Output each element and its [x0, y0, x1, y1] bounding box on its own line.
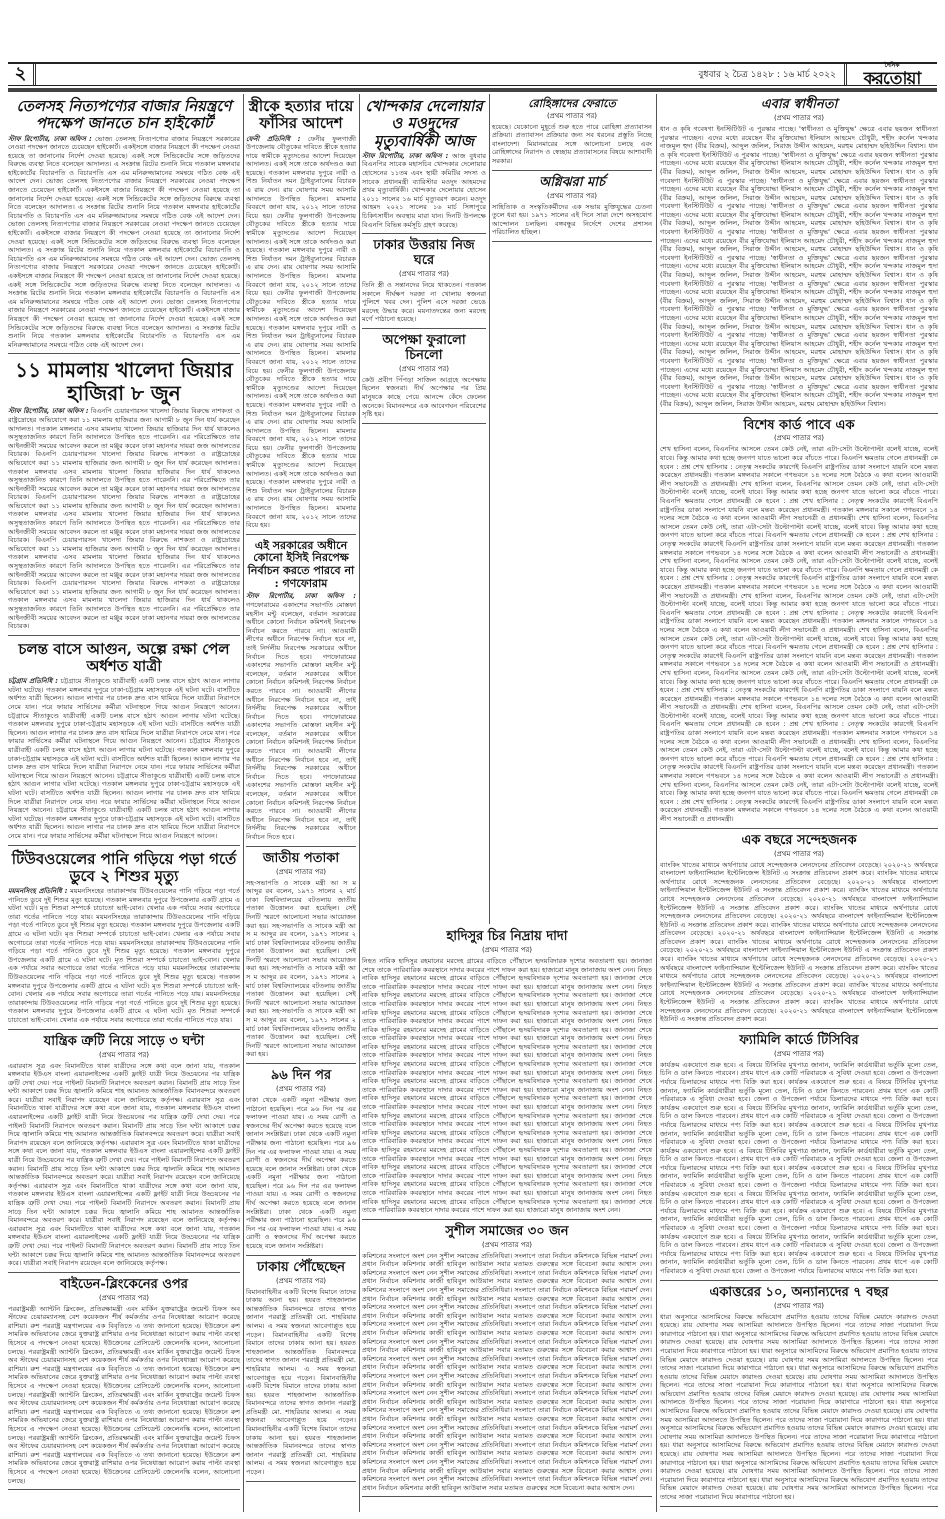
continued-label: (প্রথম পাতার পর): [773, 113, 825, 122]
column-rule: [489, 94, 490, 924]
article-headline: একাত্তরের ১০, অন্যান্যদের ৭ বছর: [709, 1284, 889, 1300]
column: [246, 96, 356, 1485]
column: [362, 928, 652, 1500]
article-headline: ৯৬ দিন পর: [270, 1068, 332, 1083]
continued-label: (প্রথম পাতার পর): [773, 434, 825, 443]
article-headline: টিউবওয়েলের পানি গড়িয়ে পড়া গর্তে ডুবে ২ শিশুর মৃত্যু: [11, 849, 237, 885]
body-text: ধান ও কৃষি গবেষণা ইনস্টিটিউট এ পুরস্কার পাচ্ছে। 'স্বাধীনতা ও মুক্তিযুদ্ধ' ক্ষেত্রে এবার ছয়জন স্বাধীনতা পুরস্কার পাচ্ছেন। এদের মধ্যে রয়েছেন বীর মুক্তিযোদ্ধা ইলিয়াস আহমেদ চৌধুরী, শহীদ কর্নেল খন্দকার নাজমুল হুদা (বীর বিক্রম), আব্দুল জলিল, সিরাজ উদ্দীন আহমেদ, মরহুম মোহাম্মদ ছহিউদ্দিন বিশ্বাস। ধান ও কৃষি গবেষণা ইনস্টিটিউট এ পুরস্কার পাচ্ছে। 'স্বাধীনতা ও মুক্তিযুদ্ধ' ক্ষেত্রে এবার ছয়জন স্বাধীনতা পুরস্কার পাচ্ছেন। এদের মধ্যে রয়েছেন বীর মুক্তিযোদ্ধা ইলিয়াস আহমেদ চৌধুরী, শহীদ কর্নেল খন্দকার নাজমুল হুদা (বীর বিক্রম), আব্দুল জলিল, সিরাজ উদ্দীন আহমেদ, মরহুম মোহাম্মদ ছহিউদ্দিন বিশ্বাস। ধান ও কৃষি গবেষণা ইনস্টিটিউট এ পুরস্কার পাচ্ছে। 'স্বাধীনতা ও মুক্তিযুদ্ধ' ক্ষেত্রে এবার ছয়জন স্বাধীনতা পুরস্কার পাচ্ছেন। এদের মধ্যে রয়েছেন বীর মুক্তিযোদ্ধা ইলিয়াস আহমেদ চৌধুরী, শহীদ কর্নেল খন্দকার নাজমুল হুদা (বীর বিক্রম), আব্দুল জলিল, সিরাজ উদ্দীন আহমেদ, মরহুম মোহাম্মদ ছহিউদ্দিন বিশ্বাস। ধান ও কৃষি গবেষণা ইনস্টিটিউট এ পুরস্কার পাচ্ছে। 'স্বাধীনতা ও মুক্তিযুদ্ধ' ক্ষেত্রে এবার ছয়জন স্বাধীনতা পুরস্কার পাচ্ছেন। এদের মধ্যে রয়েছেন বীর মুক্তিযোদ্ধা ইলিয়াস আহমেদ চৌধুরী, শহীদ কর্নেল খন্দকার নাজমুল হুদা (বীর বিক্রম), আব্দুল জলিল, সিরাজ উদ্দীন আহমেদ, মরহুম মোহাম্মদ ছহিউদ্দিন বিশ্বাস। ধান ও কৃষি গবেষণা ইনস্টিটিউট এ পুরস্কার পাচ্ছে। 'স্বাধীনতা ও মুক্তিযুদ্ধ' ক্ষেত্রে এবার ছয়জন স্বাধীনতা পুরস্কার পাচ্ছেন। এদের মধ্যে রয়েছেন বীর মুক্তিযোদ্ধা ইলিয়াস আহমেদ চৌধুরী, শহীদ কর্নেল খন্দকার নাজমুল হুদা (বীর বিক্রম), আব্দুল জলিল, সিরাজ উদ্দীন আহমেদ, মরহুম মোহাম্মদ ছহিউদ্দিন বিশ্বাস। ধান ও কৃষি গবেষণা ইনস্টিটিউট এ পুরস্কার পাচ্ছে। 'স্বাধীনতা ও মুক্তিযুদ্ধ' ক্ষেত্রে এবার ছয়জন স্বাধীনতা পুরস্কার পাচ্ছেন। এদের মধ্যে রয়েছেন বীর মুক্তিযোদ্ধা ইলিয়াস আহমেদ চৌধুরী, শহীদ কর্নেল খন্দকার নাজমুল হুদা (বীর বিক্রম), আব্দুল জলিল, সিরাজ উদ্দীন আহমেদ, মরহুম মোহাম্মদ ছহিউদ্দিন বিশ্বাস। ধান ও কৃষি গবেষণা ইনস্টিটিউট এ পুরস্কার পাচ্ছে। 'স্বাধীনতা ও মুক্তিযুদ্ধ' ক্ষেত্রে এবার ছয়জন স্বাধীনতা পুরস্কার পাচ্ছেন। এদের মধ্যে রয়েছেন বীর মুক্তিযোদ্ধা ইলিয়াস আহমেদ চৌধুরী, শহীদ কর্নেল খন্দকার নাজমুল হুদা (বীর বিক্রম), আব্দুল জলিল, সিরাজ উদ্দীন আহমেদ, মরহুম মোহাম্মদ ছহিউদ্দিন বিশ্বাস। ধান ও কৃষি গবেষণা ইনস্টিটিউট এ পুরস্কার পাচ্ছে। 'স্বাধীনতা ও মুক্তিযুদ্ধ' ক্ষেত্রে এবার ছয়জন স্বাধীনতা পুরস্কার পাচ্ছেন। এদের মধ্যে রয়েছেন বীর মুক্তিযোদ্ধা ইলিয়াস আহমেদ চৌধুরী, শহীদ কর্নেল খন্দকার নাজমুল হুদা (বীর বিক্রম), আব্দুল জলিল, সিরাজ উদ্দীন আহমেদ, মরহুম মোহাম্মদ ছহিউদ্দিন বিশ্বাস। ধান ও কৃষি গবেষণা ইনস্টিটিউট এ পুরস্কার পাচ্ছে। 'স্বাধীনতা ও মুক্তিযুদ্ধ' ক্ষেত্রে এবার ছয়জন স্বাধীনতা পুরস্কার পাচ্ছেন। এদের মধ্যে রয়েছেন বীর মুক্তিযোদ্ধা ইলিয়াস আহমেদ চৌধুরী, শহীদ কর্নেল খন্দকার নাজমুল হুদা (বীর বিক্রম), আব্দুল জলিল, সিরাজ উদ্দীন আহমেদ, মরহুম মোহাম্মদ ছহিউদ্দিন বিশ্বাস। ধান ও কৃষি গবেষণা ইনস্টিটিউট এ পুরস্কার পাচ্ছে। 'স্বাধীনতা ও মুক্তিযুদ্ধ' ক্ষেত্রে এবার ছয়জন স্বাধীনতা পুরস্কার পাচ্ছেন। এদের মধ্যে রয়েছেন বীর মুক্তিযোদ্ধা ইলিয়াস আহমেদ চৌধুরী, শহীদ কর্নেল খন্দকার নাজমুল হুদা (বীর বিক্রম), আব্দুল জলিল, সিরাজ উদ্দীন আহমেদ, মরহুম মোহাম্মদ ছহিউদ্দিন বিশ্বাস। ধান ও কৃষি গবেষণা ইনস্টিটিউট এ পুরস্কার পাচ্ছে। 'স্বাধীনতা ও মুক্তিযুদ্ধ' ক্ষেত্রে এবার ছয়জন স্বাধীনতা পুরস্কার পাচ্ছেন। এদের মধ্যে রয়েছেন বীর মুক্তিযোদ্ধা ইলিয়াস আহমেদ চৌধুরী, শহীদ কর্নেল খন্দকার নাজমুল হুদা (বীর বিক্রম), আব্দুল জলিল, সিরাজ উদ্দীন আহমেদ, মরহুম মোহাম্মদ ছহিউদ্দিন বিশ্বাস।: [660, 124, 938, 408]
column: [492, 96, 652, 245]
body-text: বিএনপি চেয়ারপারসন খালেদা জিয়ার বিরুদ্ধে নাশকতা ও রাষ্ট্রদ্রোহের অভিযোগে করা ১১ মামলায় হাজিরার জন্য আগামী ৮ জুন দিন ধার্য করেছেন আদালত। গতকাল মঙ্গলবার এসব মামলায় খালেদা জিয়ার হাজিরার দিন ধার্য থাকলেও অসুস্থতাজনিত কারণে তিনি আদালতে উপস্থিত হতে পারেননি। এর পরিপ্রেক্ষিতে তার আইনজীবী সময়ের আবেদন করলে তা মঞ্জুর করেন ঢাকা মহানগর দায়রা জজ আদালতের বিচারক। বিএনপি চেয়ারপারসন খালেদা জিয়ার বিরুদ্ধে নাশকতা ও রাষ্ট্রদ্রোহের অভিযোগে করা ১১ মামলায় হাজিরার জন্য আগামী ৮ জুন দিন ধার্য করেছেন আদালত। গতকাল মঙ্গলবার এসব মামলায় খালেদা জিয়ার হাজিরার দিন ধার্য থাকলেও অসুস্থতাজনিত কারণে তিনি আদালতে উপস্থিত হতে পারেননি। এর পরিপ্রেক্ষিতে তার আইনজীবী সময়ের আবেদন করলে তা মঞ্জুর করেন ঢাকা মহানগর দায়রা জজ আদালতের বিচারক। বিএনপি চেয়ারপারসন খালেদা জিয়ার বিরুদ্ধে নাশকতা ও রাষ্ট্রদ্রোহের অভিযোগে করা ১১ মামলায় হাজিরার জন্য আগামী ৮ জুন দিন ধার্য করেছেন আদালত। গতকাল মঙ্গলবার এসব মামলায় খালেদা জিয়ার হাজিরার দিন ধার্য থাকলেও অসুস্থতাজনিত কারণে তিনি আদালতে উপস্থিত হতে পারেননি। এর পরিপ্রেক্ষিতে তার আইনজীবী সময়ের আবেদন করলে তা মঞ্জুর করেন ঢাকা মহানগর দায়রা জজ আদালতের বিচারক। বিএনপি চেয়ারপারসন খালেদা জিয়ার বিরুদ্ধে নাশকতা ও রাষ্ট্রদ্রোহের অভিযোগে করা ১১ মামলায় হাজিরার জন্য আগামী ৮ জুন দিন ধার্য করেছেন আদালত। গতকাল মঙ্গলবার এসব মামলায় খালেদা জিয়ার হাজিরার দিন ধার্য থাকলেও অসুস্থতাজনিত কারণে তিনি আদালতে উপস্থিত হতে পারেননি। এর পরিপ্রেক্ষিতে তার আইনজীবী সময়ের আবেদন করলে তা মঞ্জুর করেন ঢাকা মহানগর দায়রা জজ আদালতের বিচারক। বিএনপি চেয়ারপারসন খালেদা জিয়ার বিরুদ্ধে নাশকতা ও রাষ্ট্রদ্রোহের অভিযোগে করা ১১ মামলায় হাজিরার জন্য আগামী ৮ জুন দিন ধার্য করেছেন আদালত। গতকাল মঙ্গলবার এসব মামলায় খালেদা জিয়ার হাজিরার দিন ধার্য থাকলেও অসুস্থতাজনিত কারণে তিনি আদালতে উপস্থিত হতে পারেননি। এর পরিপ্রেক্ষিতে তার আইনজীবী সময়ের আবেদন করলে তা মঞ্জুর করেন ঢাকা মহানগর দায়রা জজ আদালতের বিচারক।: [8, 407, 240, 631]
body-text: বিমানবাহিনীর একটি বিশেষ বিমানে তাদের ঢাকায় আনা হয়। হযরত শাহজালাল আন্তর্জাতিক বিমানবন্দরে তাদের স্বাগত জানান পররাষ্ট্র প্রতিমন্ত্রী মো. শাহরিয়ার আলম। এ সময় স্বজনরা আবেগাপ্লুত হয়ে পড়েন। বিমানবাহিনীর একটি বিশেষ বিমানে তাদের ঢাকায় আনা হয়। হযরত শাহজালাল আন্তর্জাতিক বিমানবন্দরে তাদের স্বাগত জানান পররাষ্ট্র প্রতিমন্ত্রী মো. শাহরিয়ার আলম। এ সময় স্বজনরা আবেগাপ্লুত হয়ে পড়েন। বিমানবাহিনীর একটি বিশেষ বিমানে তাদের ঢাকায় আনা হয়। হযরত শাহজালাল আন্তর্জাতিক বিমানবন্দরে তাদের স্বাগত জানান পররাষ্ট্র প্রতিমন্ত্রী মো. শাহরিয়ার আলম। এ সময় স্বজনরা আবেগাপ্লুত হয়ে পড়েন। বিমানবাহিনীর একটি বিশেষ বিমানে তাদের ঢাকায় আনা হয়। হযরত শাহজালাল আন্তর্জাতিক বিমানবন্দরে তাদের স্বাগত জানান পররাষ্ট্র প্রতিমন্ত্রী মো. শাহরিয়ার আলম। এ সময় স্বজনরা আবেগাপ্লুত হয়ে পড়েন।: [246, 1287, 356, 1477]
article-body: [492, 123, 652, 166]
article: [660, 832, 938, 1029]
byline: চট্টগ্রাম প্রতিনিধি :: [8, 677, 58, 686]
article-body: [246, 879, 356, 1059]
byline: স্টাফ রিপোর্টার, ঢাকা অফিস :: [8, 407, 89, 416]
article: [8, 96, 240, 354]
continued-label: (প্রথম পাতার পর): [773, 1049, 825, 1058]
issue-date: বুধবার ২ চৈত্র ১৪২৮ : ১৬ মার্চ ২০২২: [36, 64, 847, 85]
article-headline: বিশেষ কার্ড পাবে এক: [743, 417, 855, 433]
column: [8, 96, 240, 1493]
article-headline: চলন্ত বাসে আগুন, অল্পে রক্ষা পেল অর্ধশত যাত্রী: [18, 639, 230, 676]
article-body: [660, 1061, 938, 1276]
article-body: [492, 203, 652, 237]
column-rule: [656, 94, 657, 1512]
continued-label: (প্রথম পাতার পর): [481, 945, 533, 954]
article-body: [246, 1288, 356, 1477]
article: [8, 639, 240, 846]
article: [246, 1259, 356, 1482]
body-text: ফেনীর ফুলগাজী উপজেলায় যৌতুকের দাবিতে স্ত্রীকে হত্যার দায়ে স্বামীকে মৃত্যুদণ্ডের আদেশ দিয়েছেন আদালত। একই সঙ্গে তাকে অর্থদণ্ডও করা হয়েছে। গতকাল মঙ্গলবার দুপুরে নারী ও শিশু নির্যাতন দমন ট্রাইব্যুনালের বিচারক এ রায় দেন। রায় ঘোষণার সময় আসামি আদালতে উপস্থিত ছিলেন। মামলার বিবরণে জানা যায়, ২০১২ সালে তাদের বিয়ে হয়। ফেনীর ফুলগাজী উপজেলায় যৌতুকের দাবিতে স্ত্রীকে হত্যার দায়ে স্বামীকে মৃত্যুদণ্ডের আদেশ দিয়েছেন আদালত। একই সঙ্গে তাকে অর্থদণ্ডও করা হয়েছে। গতকাল মঙ্গলবার দুপুরে নারী ও শিশু নির্যাতন দমন ট্রাইব্যুনালের বিচারক এ রায় দেন। রায় ঘোষণার সময় আসামি আদালতে উপস্থিত ছিলেন। মামলার বিবরণে জানা যায়, ২০১২ সালে তাদের বিয়ে হয়। ফেনীর ফুলগাজী উপজেলায় যৌতুকের দাবিতে স্ত্রীকে হত্যার দায়ে স্বামীকে মৃত্যুদণ্ডের আদেশ দিয়েছেন আদালত। একই সঙ্গে তাকে অর্থদণ্ডও করা হয়েছে। গতকাল মঙ্গলবার দুপুরে নারী ও শিশু নির্যাতন দমন ট্রাইব্যুনালের বিচারক এ রায় দেন। রায় ঘোষণার সময় আসামি আদালতে উপস্থিত ছিলেন। মামলার বিবরণে জানা যায়, ২০১২ সালে তাদের বিয়ে হয়। ফেনীর ফুলগাজী উপজেলায় যৌতুকের দাবিতে স্ত্রীকে হত্যার দায়ে স্বামীকে মৃত্যুদণ্ডের আদেশ দিয়েছেন আদালত। একই সঙ্গে তাকে অর্থদণ্ডও করা হয়েছে। গতকাল মঙ্গলবার দুপুরে নারী ও শিশু নির্যাতন দমন ট্রাইব্যুনালের বিচারক এ রায় দেন। রায় ঘোষণার সময় আসামি আদালতে উপস্থিত ছিলেন। মামলার বিবরণে জানা যায়, ২০১২ সালে তাদের বিয়ে হয়। ফেনীর ফুলগাজী উপজেলায় যৌতুকের দাবিতে স্ত্রীকে হত্যার দায়ে স্বামীকে মৃত্যুদণ্ডের আদেশ দিয়েছেন আদালত। একই সঙ্গে তাকে অর্থদণ্ডও করা হয়েছে। গতকাল মঙ্গলবার দুপুরে নারী ও শিশু নির্যাতন দমন ট্রাইব্যুনালের বিচারক এ রায় দেন। রায় ঘোষণার সময় আসামি আদালতে উপস্থিত ছিলেন। মামলার বিবরণে জানা যায়, ২০১২ সালে তাদের বিয়ে হয়।: [246, 134, 356, 530]
column: [660, 96, 938, 1510]
article-body: [8, 1305, 240, 1485]
article-headline: জাতীয় পতাকা: [262, 850, 340, 866]
article: [660, 96, 938, 414]
article-headline: এই সরকারের অধীনে কোনো ইসিই নিরপেক্ষ নির্বাচন করতে পারবে না : গণফোরাম: [247, 538, 355, 590]
article-body: [362, 957, 652, 1215]
article-headline: অগ্নিঝরা মার্চ: [538, 174, 606, 190]
article-headline: এবার স্বাধীনতা: [760, 97, 838, 112]
body-text: ব্যাংকিং খাতের মাধ্যমে অর্থপাচার রোধে সন্দেহজনক লেনদেনের প্রতিবেদন বেড়েছে। ২০২০-২১ অর্থবছরে বাংলাদেশ ফাইন্যান্সিয়াল ইন্টেলিজেন্স ইউনিট এ সংক্রান্ত প্রতিবেদন প্রকাশ করে। ব্যাংকিং খাতের মাধ্যমে অর্থপাচার রোধে সন্দেহজনক লেনদেনের প্রতিবেদন বেড়েছে। ২০২০-২১ অর্থবছরে বাংলাদেশ ফাইন্যান্সিয়াল ইন্টেলিজেন্স ইউনিট এ সংক্রান্ত প্রতিবেদন প্রকাশ করে। ব্যাংকিং খাতের মাধ্যমে অর্থপাচার রোধে সন্দেহজনক লেনদেনের প্রতিবেদন বেড়েছে। ২০২০-২১ অর্থবছরে বাংলাদেশ ফাইন্যান্সিয়াল ইন্টেলিজেন্স ইউনিট এ সংক্রান্ত প্রতিবেদন প্রকাশ করে। ব্যাংকিং খাতের মাধ্যমে অর্থপাচার রোধে সন্দেহজনক লেনদেনের প্রতিবেদন বেড়েছে। ২০২০-২১ অর্থবছরে বাংলাদেশ ফাইন্যান্সিয়াল ইন্টেলিজেন্স ইউনিট এ সংক্রান্ত প্রতিবেদন প্রকাশ করে। ব্যাংকিং খাতের মাধ্যমে অর্থপাচার রোধে সন্দেহজনক লেনদেনের প্রতিবেদন বেড়েছে। ২০২০-২১ অর্থবছরে বাংলাদেশ ফাইন্যান্সিয়াল ইন্টেলিজেন্স ইউনিট এ সংক্রান্ত প্রতিবেদন প্রকাশ করে। ব্যাংকিং খাতের মাধ্যমে অর্থপাচার রোধে সন্দেহজনক লেনদেনের প্রতিবেদন বেড়েছে। ২০২০-২১ অর্থবছরে বাংলাদেশ ফাইন্যান্সিয়াল ইন্টেলিজেন্স ইউনিট এ সংক্রান্ত প্রতিবেদন প্রকাশ করে। ব্যাংকিং খাতের মাধ্যমে অর্থপাচার রোধে সন্দেহজনক লেনদেনের প্রতিবেদন বেড়েছে। ২০২০-২১ অর্থবছরে বাংলাদেশ ফাইন্যান্সিয়াল ইন্টেলিজেন্স ইউনিট এ সংক্রান্ত প্রতিবেদন প্রকাশ করে। ব্যাংকিং খাতের মাধ্যমে অর্থপাচার রোধে সন্দেহজনক লেনদেনের প্রতিবেদন বেড়েছে। ২০২০-২১ অর্থবছরে বাংলাদেশ ফাইন্যান্সিয়াল ইন্টেলিজেন্স ইউনিট এ সংক্রান্ত প্রতিবেদন প্রকাশ করে। ব্যাংকিং খাতের মাধ্যমে অর্থপাচার রোধে সন্দেহজনক লেনদেনের প্রতিবেদন বেড়েছে। ২০২০-২১ অর্থবছরে বাংলাদেশ ফাইন্যান্সিয়াল ইন্টেলিজেন্স ইউনিট এ সংক্রান্ত প্রতিবেদন প্রকাশ করে। ব্যাংকিং খাতের মাধ্যমে অর্থপাচার রোধে সন্দেহজনক লেনদেনের প্রতিবেদন বেড়েছে। ২০২০-২১ অর্থবছরে বাংলাদেশ ফাইন্যান্সিয়াল ইন্টেলিজেন্স ইউনিট এ সংক্রান্ত প্রতিবেদন প্রকাশ করে।: [660, 860, 938, 1024]
body-text: কার্যক্রম একযোগে শুরু হবে। এ বিষয়ে টিসিবির মুখপাত্র জানান, ফ্যামিলি কার্ডধারীরা ভর্তুকি মূল্যে তেল, চিনি ও ডাল কিনতে পারবেন। প্রথম ধাপে এক কোটি পরিবারকে এ সুবিধা দেওয়া হবে। জেলা ও উপজেলা পর্যায়ে ডিলারদের মাধ্যমে পণ্য বিক্রি করা হবে। কার্যক্রম একযোগে শুরু হবে। এ বিষয়ে টিসিবির মুখপাত্র জানান, ফ্যামিলি কার্ডধারীরা ভর্তুকি মূল্যে তেল, চিনি ও ডাল কিনতে পারবেন। প্রথম ধাপে এক কোটি পরিবারকে এ সুবিধা দেওয়া হবে। জেলা ও উপজেলা পর্যায়ে ডিলারদের মাধ্যমে পণ্য বিক্রি করা হবে। কার্যক্রম একযোগে শুরু হবে। এ বিষয়ে টিসিবির মুখপাত্র জানান, ফ্যামিলি কার্ডধারীরা ভর্তুকি মূল্যে তেল, চিনি ও ডাল কিনতে পারবেন। প্রথম ধাপে এক কোটি পরিবারকে এ সুবিধা দেওয়া হবে। জেলা ও উপজেলা পর্যায়ে ডিলারদের মাধ্যমে পণ্য বিক্রি করা হবে। কার্যক্রম একযোগে শুরু হবে। এ বিষয়ে টিসিবির মুখপাত্র জানান, ফ্যামিলি কার্ডধারীরা ভর্তুকি মূল্যে তেল, চিনি ও ডাল কিনতে পারবেন। প্রথম ধাপে এক কোটি পরিবারকে এ সুবিধা দেওয়া হবে। জেলা ও উপজেলা পর্যায়ে ডিলারদের মাধ্যমে পণ্য বিক্রি করা হবে। কার্যক্রম একযোগে শুরু হবে। এ বিষয়ে টিসিবির মুখপাত্র জানান, ফ্যামিলি কার্ডধারীরা ভর্তুকি মূল্যে তেল, চিনি ও ডাল কিনতে পারবেন। প্রথম ধাপে এক কোটি পরিবারকে এ সুবিধা দেওয়া হবে। জেলা ও উপজেলা পর্যায়ে ডিলারদের মাধ্যমে পণ্য বিক্রি করা হবে। কার্যক্রম একযোগে শুরু হবে। এ বিষয়ে টিসিবির মুখপাত্র জানান, ফ্যামিলি কার্ডধারীরা ভর্তুকি মূল্যে তেল, চিনি ও ডাল কিনতে পারবেন। প্রথম ধাপে এক কোটি পরিবারকে এ সুবিধা দেওয়া হবে। জেলা ও উপজেলা পর্যায়ে ডিলারদের মাধ্যমে পণ্য বিক্রি করা হবে। কার্যক্রম একযোগে শুরু হবে। এ বিষয়ে টিসিবির মুখপাত্র জানান, ফ্যামিলি কার্ডধারীরা ভর্তুকি মূল্যে তেল, চিনি ও ডাল কিনতে পারবেন। প্রথম ধাপে এক কোটি পরিবারকে এ সুবিধা দেওয়া হবে। জেলা ও উপজেলা পর্যায়ে ডিলারদের মাধ্যমে পণ্য বিক্রি করা হবে। কার্যক্রম একযোগে শুরু হবে। এ বিষয়ে টিসিবির মুখপাত্র জানান, ফ্যামিলি কার্ডধারীরা ভর্তুকি মূল্যে তেল, চিনি ও ডাল কিনতে পারবেন। প্রথম ধাপে এক কোটি পরিবারকে এ সুবিধা দেওয়া হবে। জেলা ও উপজেলা পর্যায়ে ডিলারদের মাধ্যমে পণ্য বিক্রি করা হবে। কার্যক্রম একযোগে শুরু হবে। এ বিষয়ে টিসিবির মুখপাত্র জানান, ফ্যামিলি কার্ডধারীরা ভর্তুকি মূল্যে তেল, চিনি ও ডাল কিনতে পারবেন। প্রথম ধাপে এক কোটি পরিবারকে এ সুবিধা দেওয়া হবে। জেলা ও উপজেলা পর্যায়ে ডিলারদের মাধ্যমে পণ্য বিক্রি করা হবে। কার্যক্রম একযোগে শুরু হবে। এ বিষয়ে টিসিবির মুখপাত্র জানান, ফ্যামিলি কার্ডধারীরা ভর্তুকি মূল্যে তেল, চিনি ও ডাল কিনতে পারবেন। প্রথম ধাপে এক কোটি পরিবারকে এ সুবিধা দেওয়া হবে। জেলা ও উপজেলা পর্যায়ে ডিলারদের মাধ্যমে পণ্য বিক্রি করা হবে।: [660, 1060, 938, 1275]
body-text: তিনি স্ত্রী ও সন্তানদের নিয়ে থাকতেন। গতকাল সকালে দীর্ঘক্ষণ দরজা না খোলায় স্বজনরা পুলিশে খবর দেন। পুলিশ এসে দরজা ভেঙে মরদেহ উদ্ধার করে। ময়নাতদন্তের জন্য মরদেহ মর্গে পাঠানো হয়েছে।: [362, 280, 486, 324]
article-headline: বাইডেন-ব্লিংকেনের ওপর: [60, 1276, 188, 1292]
article-headline: ১১ মামলায় খালেদা জিয়ার হাজিরা ৮ জুন: [15, 358, 233, 406]
continued-label: (প্রথম পাতার পর): [773, 1301, 825, 1310]
article-headline: সুশীল সমাজের ৩০ জন: [445, 1223, 569, 1239]
article-body: [246, 135, 356, 530]
continued-label: (প্রথম পাতার পর): [398, 269, 450, 278]
body-text: পররাষ্ট্রমন্ত্রী অ্যান্টনি ব্লিংকেন, প্রতিরক্ষামন্ত্রী এবং মার্কিন যুক্তরাষ্ট্রের জয়েন্ট চিফস অব স্টাফের চেয়ারম্যানসহ বেশ কয়েকজন শীর্ষ কর্মকর্তার ওপর নিষেধাজ্ঞা আরোপ করেছে রাশিয়া। রুশ পররাষ্ট্র মন্ত্রণালয়ের এক বিবৃতিতে এ তথ্য জানানো হয়েছে। ইউক্রেনে রুশ সামরিক অভিযানের জেরে যুক্তরাষ্ট্র রাশিয়ার ওপর নিষেধাজ্ঞা আরোপ করায় পাল্টা ব্যবস্থা হিসেবে এ পদক্ষেপ নেওয়া হয়েছে। ইউক্রেনের প্রেসিডেন্ট জেলেনস্কি বলেন, আলোচনা চলছে। পররাষ্ট্রমন্ত্রী অ্যান্টনি ব্লিংকেন, প্রতিরক্ষামন্ত্রী এবং মার্কিন যুক্তরাষ্ট্রের জয়েন্ট চিফস অব স্টাফের চেয়ারম্যানসহ বেশ কয়েকজন শীর্ষ কর্মকর্তার ওপর নিষেধাজ্ঞা আরোপ করেছে রাশিয়া। রুশ পররাষ্ট্র মন্ত্রণালয়ের এক বিবৃতিতে এ তথ্য জানানো হয়েছে। ইউক্রেনে রুশ সামরিক অভিযানের জেরে যুক্তরাষ্ট্র রাশিয়ার ওপর নিষেধাজ্ঞা আরোপ করায় পাল্টা ব্যবস্থা হিসেবে এ পদক্ষেপ নেওয়া হয়েছে। ইউক্রেনের প্রেসিডেন্ট জেলেনস্কি বলেন, আলোচনা চলছে। পররাষ্ট্রমন্ত্রী অ্যান্টনি ব্লিংকেন, প্রতিরক্ষামন্ত্রী এবং মার্কিন যুক্তরাষ্ট্রের জয়েন্ট চিফস অব স্টাফের চেয়ারম্যানসহ বেশ কয়েকজন শীর্ষ কর্মকর্তার ওপর নিষেধাজ্ঞা আরোপ করেছে রাশিয়া। রুশ পররাষ্ট্র মন্ত্রণালয়ের এক বিবৃতিতে এ তথ্য জানানো হয়েছে। ইউক্রেনে রুশ সামরিক অভিযানের জেরে যুক্তরাষ্ট্র রাশিয়ার ওপর নিষেধাজ্ঞা আরোপ করায় পাল্টা ব্যবস্থা হিসেবে এ পদক্ষেপ নেওয়া হয়েছে। ইউক্রেনের প্রেসিডেন্ট জেলেনস্কি বলেন, আলোচনা চলছে। পররাষ্ট্রমন্ত্রী অ্যান্টনি ব্লিংকেন, প্রতিরক্ষামন্ত্রী এবং মার্কিন যুক্তরাষ্ট্রের জয়েন্ট চিফস অব স্টাফের চেয়ারম্যানসহ বেশ কয়েকজন শীর্ষ কর্মকর্তার ওপর নিষেধাজ্ঞা আরোপ করেছে রাশিয়া। রুশ পররাষ্ট্র মন্ত্রণালয়ের এক বিবৃতিতে এ তথ্য জানানো হয়েছে। ইউক্রেনে রুশ সামরিক অভিযানের জেরে যুক্তরাষ্ট্র রাশিয়ার ওপর নিষেধাজ্ঞা আরোপ করায় পাল্টা ব্যবস্থা হিসেবে এ পদক্ষেপ নেওয়া হয়েছে। ইউক্রেনের প্রেসিডেন্ট জেলেনস্কি বলেন, আলোচনা চলছে।: [8, 1304, 240, 1485]
body-text: ময়মনসিংহের তারাকান্দায় টিউবওয়েলের পানি গড়িয়ে পড়া গর্তে পানিতে ডুবে দুই শিশুর মৃত্যু হয়েছে। গতকাল মঙ্গলবার দুপুরে উপজেলার একটি গ্রামে এ ঘটনা ঘটে। মৃত শিশুরা সম্পর্কে চাচাতো ভাই-বোন। খেলার এক পর্যায়ে সবার অগোচরে তারা গর্তের পানিতে পড়ে যায়। ময়মনসিংহের তারাকান্দায় টিউবওয়েলের পানি গড়িয়ে পড়া গর্তে পানিতে ডুবে দুই শিশুর মৃত্যু হয়েছে। গতকাল মঙ্গলবার দুপুরে উপজেলার একটি গ্রামে এ ঘটনা ঘটে। মৃত শিশুরা সম্পর্কে চাচাতো ভাই-বোন। খেলার এক পর্যায়ে সবার অগোচরে তারা গর্তের পানিতে পড়ে যায়। ময়মনসিংহের তারাকান্দায় টিউবওয়েলের পানি গড়িয়ে পড়া গর্তে পানিতে ডুবে দুই শিশুর মৃত্যু হয়েছে। গতকাল মঙ্গলবার দুপুরে উপজেলার একটি গ্রামে এ ঘটনা ঘটে। মৃত শিশুরা সম্পর্কে চাচাতো ভাই-বোন। খেলার এক পর্যায়ে সবার অগোচরে তারা গর্তের পানিতে পড়ে যায়। ময়মনসিংহের তারাকান্দায় টিউবওয়েলের পানি গড়িয়ে পড়া গর্তে পানিতে ডুবে দুই শিশুর মৃত্যু হয়েছে। গতকাল মঙ্গলবার দুপুরে উপজেলার একটি গ্রামে এ ঘটনা ঘটে। মৃত শিশুরা সম্পর্কে চাচাতো ভাই-বোন। খেলার এক পর্যায়ে সবার অগোচরে তারা গর্তের পানিতে পড়ে যায়। ময়মনসিংহের তারাকান্দায় টিউবওয়েলের পানি গড়িয়ে পড়া গর্তে পানিতে ডুবে দুই শিশুর মৃত্যু হয়েছে। গতকাল মঙ্গলবার দুপুরে উপজেলার একটি গ্রামে এ ঘটনা ঘটে। মৃত শিশুরা সম্পর্কে চাচাতো ভাই-বোন। খেলার এক পর্যায়ে সবার অগোচরে তারা গর্তের পানিতে পড়ে যায়।: [8, 887, 240, 1024]
article-headline: তেলসহ নিত্যপণ্যের বাজার নিয়ন্ত্রণে পদক্ষেপ জানতে চান হাইকোর্ট: [16, 97, 232, 133]
body-text: ধারা অনুসারে আসামিদের বিরুদ্ধে অভিযোগ প্রমাণিত হওয়ায় তাদের বিভিন্ন মেয়াদে কারাদণ্ড দেওয়া হয়েছে। রায় ঘোষণার সময় আসামিরা আদালতে উপস্থিত ছিলেন। পরে তাদের সাজা পরোয়ানা দিয়ে কারাগারে পাঠানো হয়। ধারা অনুসারে আসামিদের বিরুদ্ধে অভিযোগ প্রমাণিত হওয়ায় তাদের বিভিন্ন মেয়াদে কারাদণ্ড দেওয়া হয়েছে। রায় ঘোষণার সময় আসামিরা আদালতে উপস্থিত ছিলেন। পরে তাদের সাজা পরোয়ানা দিয়ে কারাগারে পাঠানো হয়। ধারা অনুসারে আসামিদের বিরুদ্ধে অভিযোগ প্রমাণিত হওয়ায় তাদের বিভিন্ন মেয়াদে কারাদণ্ড দেওয়া হয়েছে। রায় ঘোষণার সময় আসামিরা আদালতে উপস্থিত ছিলেন। পরে তাদের সাজা পরোয়ানা দিয়ে কারাগারে পাঠানো হয়। ধারা অনুসারে আসামিদের বিরুদ্ধে অভিযোগ প্রমাণিত হওয়ায় তাদের বিভিন্ন মেয়াদে কারাদণ্ড দেওয়া হয়েছে। রায় ঘোষণার সময় আসামিরা আদালতে উপস্থিত ছিলেন। পরে তাদের সাজা পরোয়ানা দিয়ে কারাগারে পাঠানো হয়। ধারা অনুসারে আসামিদের বিরুদ্ধে অভিযোগ প্রমাণিত হওয়ায় তাদের বিভিন্ন মেয়াদে কারাদণ্ড দেওয়া হয়েছে। রায় ঘোষণার সময় আসামিরা আদালতে উপস্থিত ছিলেন। পরে তাদের সাজা পরোয়ানা দিয়ে কারাগারে পাঠানো হয়। ধারা অনুসারে আসামিদের বিরুদ্ধে অভিযোগ প্রমাণিত হওয়ায় তাদের বিভিন্ন মেয়াদে কারাদণ্ড দেওয়া হয়েছে। রায় ঘোষণার সময় আসামিরা আদালতে উপস্থিত ছিলেন। পরে তাদের সাজা পরোয়ানা দিয়ে কারাগারে পাঠানো হয়। ধারা অনুসারে আসামিদের বিরুদ্ধে অভিযোগ প্রমাণিত হওয়ায় তাদের বিভিন্ন মেয়াদে কারাদণ্ড দেওয়া হয়েছে। রায় ঘোষণার সময় আসামিরা আদালতে উপস্থিত ছিলেন। পরে তাদের সাজা পরোয়ানা দিয়ে কারাগারে পাঠানো হয়। ধারা অনুসারে আসামিদের বিরুদ্ধে অভিযোগ প্রমাণিত হওয়ায় তাদের বিভিন্ন মেয়াদে কারাদণ্ড দেওয়া হয়েছে। রায় ঘোষণার সময় আসামিরা আদালতে উপস্থিত ছিলেন। পরে তাদের সাজা পরোয়ানা দিয়ে কারাগারে পাঠানো হয়। ধারা অনুসারে আসামিদের বিরুদ্ধে অভিযোগ প্রমাণিত হওয়ায় তাদের বিভিন্ন মেয়াদে কারাদণ্ড দেওয়া হয়েছে। রায় ঘোষণার সময় আসামিরা আদালতে উপস্থিত ছিলেন। পরে তাদের সাজা পরোয়ানা দিয়ে কারাগারে পাঠানো হয়। ধারা অনুসারে আসামিদের বিরুদ্ধে অভিযোগ প্রমাণিত হওয়ায় তাদের বিভিন্ন মেয়াদে কারাদণ্ড দেওয়া হয়েছে। রায় ঘোষণার সময় আসামিরা আদালতে উপস্থিত ছিলেন। পরে তাদের সাজা পরোয়ানা দিয়ে কারাগারে পাঠানো হয়।: [660, 1312, 938, 1501]
article-body: [8, 887, 240, 1025]
page-number: ২: [8, 64, 36, 85]
article: [362, 237, 486, 329]
continued-label: (প্রথম পাতার পর): [481, 1240, 533, 1249]
article: [246, 850, 356, 1064]
article-headline: ফ্যামিলি কার্ডে টিসিবির: [739, 1032, 859, 1048]
body-text: হয়েছে। যেকোনো মুহূর্তে শুরু হতে পারে রোহিঙ্গা প্রত্যাবাসন প্রক্রিয়া। প্রত্যাবাসন প্রক্রিয়ার জন্য সব ধরনের প্রস্তুতি নিচ্ছে বাংলাদেশ। মিয়ানমারের সঙ্গে আলোচনা চলছে এবং রোহিঙ্গাদের নিরাপদ ও স্বেচ্ছায় প্রত্যাবাসনের বিষয়ে আশাবাদী সরকার।: [492, 122, 652, 166]
article: [362, 1223, 652, 1498]
article-body: [660, 125, 938, 409]
body-text: ঢাকা থেকে একটি নমুনা পরীক্ষার জন্য পাঠানো হয়েছিল। পরে ৯৬ দিন পর এর ফলাফল পাওয়া যায়। এ সময় রোগী ও স্বজনদের দীর্ঘ অপেক্ষা করতে হয়েছে বলে জানান সংশ্লিষ্টরা। ঢাকা থেকে একটি নমুনা পরীক্ষার জন্য পাঠানো হয়েছিল। পরে ৯৬ দিন পর এর ফলাফল পাওয়া যায়। এ সময় রোগী ও স্বজনদের দীর্ঘ অপেক্ষা করতে হয়েছে বলে জানান সংশ্লিষ্টরা। ঢাকা থেকে একটি নমুনা পরীক্ষার জন্য পাঠানো হয়েছিল। পরে ৯৬ দিন পর এর ফলাফল পাওয়া যায়। এ সময় রোগী ও স্বজনদের দীর্ঘ অপেক্ষা করতে হয়েছে বলে জানান সংশ্লিষ্টরা। ঢাকা থেকে একটি নমুনা পরীক্ষার জন্য পাঠানো হয়েছিল। পরে ৯৬ দিন পর এর ফলাফল পাওয়া যায়। এ সময় রোগী ও স্বজনদের দীর্ঘ অপেক্ষা করতে হয়েছে বলে জানান সংশ্লিষ্টরা।: [246, 1095, 356, 1251]
article: [362, 332, 486, 424]
body-text: চট্টগ্রামে সীতাকুণ্ডে যাত্রীবাহী একটি চলন্ত বাসে হঠাৎ আগুন লাগার ঘটনা ঘটেছে। গতকাল মঙ্গলবার দুপুরে ঢাকা-চট্টগ্রাম মহাসড়কে এই ঘটনা ঘটে। বাসটিতে অর্ধশত যাত্রী ছিলেন। আগুন লাগার পর চালক দ্রুত বাস থামিয়ে দিলে যাত্রীরা নিরাপদে নেমে যান। পরে ফায়ার সার্ভিসের কর্মীরা ঘটনাস্থলে গিয়ে আগুন নিয়ন্ত্রণে আনেন। চট্টগ্রামে সীতাকুণ্ডে যাত্রীবাহী একটি চলন্ত বাসে হঠাৎ আগুন লাগার ঘটনা ঘটেছে। গতকাল মঙ্গলবার দুপুরে ঢাকা-চট্টগ্রাম মহাসড়কে এই ঘটনা ঘটে। বাসটিতে অর্ধশত যাত্রী ছিলেন। আগুন লাগার পর চালক দ্রুত বাস থামিয়ে দিলে যাত্রীরা নিরাপদে নেমে যান। পরে ফায়ার সার্ভিসের কর্মীরা ঘটনাস্থলে গিয়ে আগুন নিয়ন্ত্রণে আনেন। চট্টগ্রামে সীতাকুণ্ডে যাত্রীবাহী একটি চলন্ত বাসে হঠাৎ আগুন লাগার ঘটনা ঘটেছে। গতকাল মঙ্গলবার দুপুরে ঢাকা-চট্টগ্রাম মহাসড়কে এই ঘটনা ঘটে। বাসটিতে অর্ধশত যাত্রী ছিলেন। আগুন লাগার পর চালক দ্রুত বাস থামিয়ে দিলে যাত্রীরা নিরাপদে নেমে যান। পরে ফায়ার সার্ভিসের কর্মীরা ঘটনাস্থলে গিয়ে আগুন নিয়ন্ত্রণে আনেন। চট্টগ্রামে সীতাকুণ্ডে যাত্রীবাহী একটি চলন্ত বাসে হঠাৎ আগুন লাগার ঘটনা ঘটেছে। গতকাল মঙ্গলবার দুপুরে ঢাকা-চট্টগ্রাম মহাসড়কে এই ঘটনা ঘটে। বাসটিতে অর্ধশত যাত্রী ছিলেন। আগুন লাগার পর চালক দ্রুত বাস থামিয়ে দিলে যাত্রীরা নিরাপদে নেমে যান। পরে ফায়ার সার্ভিসের কর্মীরা ঘটনাস্থলে গিয়ে আগুন নিয়ন্ত্রণে আনেন। চট্টগ্রামে সীতাকুণ্ডে যাত্রীবাহী একটি চলন্ত বাসে হঠাৎ আগুন লাগার ঘটনা ঘটেছে। গতকাল মঙ্গলবার দুপুরে ঢাকা-চট্টগ্রাম মহাসড়কে এই ঘটনা ঘটে। বাসটিতে অর্ধশত যাত্রী ছিলেন। আগুন লাগার পর চালক দ্রুত বাস থামিয়ে দিলে যাত্রীরা নিরাপদে নেমে যান। পরে ফায়ার সার্ভিসের কর্মীরা ঘটনাস্থলে গিয়ে আগুন নিয়ন্ত্রণে আনেন।: [8, 677, 240, 840]
continued-label: (প্রথম পাতার পর): [275, 867, 327, 876]
article-body: [8, 677, 240, 840]
article: [660, 1032, 938, 1281]
header-rule: [8, 88, 937, 92]
body-text: কমিশনের সংলাপে অংশ নেন সুশীল সমাজের প্রতিনিধিরা। সংলাপে তারা নির্বাচন কমিশনকে বিভিন্ন পরামর্শ দেন। প্রধান নির্বাচন কমিশনার কাজী হাবিবুল আউয়াল সবার মতামত গুরুত্বের সঙ্গে বিবেচনা করার আশ্বাস দেন। কমিশনের সংলাপে অংশ নেন সুশীল সমাজের প্রতিনিধিরা। সংলাপে তারা নির্বাচন কমিশনকে বিভিন্ন পরামর্শ দেন। প্রধান নির্বাচন কমিশনার কাজী হাবিবুল আউয়াল সবার মতামত গুরুত্বের সঙ্গে বিবেচনা করার আশ্বাস দেন। কমিশনের সংলাপে অংশ নেন সুশীল সমাজের প্রতিনিধিরা। সংলাপে তারা নির্বাচন কমিশনকে বিভিন্ন পরামর্শ দেন। প্রধান নির্বাচন কমিশনার কাজী হাবিবুল আউয়াল সবার মতামত গুরুত্বের সঙ্গে বিবেচনা করার আশ্বাস দেন। কমিশনের সংলাপে অংশ নেন সুশীল সমাজের প্রতিনিধিরা। সংলাপে তারা নির্বাচন কমিশনকে বিভিন্ন পরামর্শ দেন। প্রধান নির্বাচন কমিশনার কাজী হাবিবুল আউয়াল সবার মতামত গুরুত্বের সঙ্গে বিবেচনা করার আশ্বাস দেন। কমিশনের সংলাপে অংশ নেন সুশীল সমাজের প্রতিনিধিরা। সংলাপে তারা নির্বাচন কমিশনকে বিভিন্ন পরামর্শ দেন। প্রধান নির্বাচন কমিশনার কাজী হাবিবুল আউয়াল সবার মতামত গুরুত্বের সঙ্গে বিবেচনা করার আশ্বাস দেন। কমিশনের সংলাপে অংশ নেন সুশীল সমাজের প্রতিনিধিরা। সংলাপে তারা নির্বাচন কমিশনকে বিভিন্ন পরামর্শ দেন। প্রধান নির্বাচন কমিশনার কাজী হাবিবুল আউয়াল সবার মতামত গুরুত্বের সঙ্গে বিবেচনা করার আশ্বাস দেন। কমিশনের সংলাপে অংশ নেন সুশীল সমাজের প্রতিনিধিরা। সংলাপে তারা নির্বাচন কমিশনকে বিভিন্ন পরামর্শ দেন। প্রধান নির্বাচন কমিশনার কাজী হাবিবুল আউয়াল সবার মতামত গুরুত্বের সঙ্গে বিবেচনা করার আশ্বাস দেন। কমিশনের সংলাপে অংশ নেন সুশীল সমাজের প্রতিনিধিরা। সংলাপে তারা নির্বাচন কমিশনকে বিভিন্ন পরামর্শ দেন। প্রধান নির্বাচন কমিশনার কাজী হাবিবুল আউয়াল সবার মতামত গুরুত্বের সঙ্গে বিবেচনা করার আশ্বাস দেন। কমিশনের সংলাপে অংশ নেন সুশীল সমাজের প্রতিনিধিরা। সংলাপে তারা নির্বাচন কমিশনকে বিভিন্ন পরামর্শ দেন। প্রধান নির্বাচন কমিশনার কাজী হাবিবুল আউয়াল সবার মতামত গুরুত্বের সঙ্গে বিবেচনা করার আশ্বাস দেন। কমিশনের সংলাপে অংশ নেন সুশীল সমাজের প্রতিনিধিরা। সংলাপে তারা নির্বাচন কমিশনকে বিভিন্ন পরামর্শ দেন। প্রধান নির্বাচন কমিশনার কাজী হাবিবুল আউয়াল সবার মতামত গুরুত্বের সঙ্গে বিবেচনা করার আশ্বাস দেন। কমিশনের সংলাপে অংশ নেন সুশীল সমাজের প্রতিনিধিরা। সংলাপে তারা নির্বাচন কমিশনকে বিভিন্ন পরামর্শ দেন। প্রধান নির্বাচন কমিশনার কাজী হাবিবুল আউয়াল সবার মতামত গুরুত্বের সঙ্গে বিবেচনা করার আশ্বাস দেন। কমিশনের সংলাপে অংশ নেন সুশীল সমাজের প্রতিনিধিরা। সংলাপে তারা নির্বাচন কমিশনকে বিভিন্ন পরামর্শ দেন। প্রধান নির্বাচন কমিশনার কাজী হাবিবুল আউয়াল সবার মতামত গুরুত্বের সঙ্গে বিবেচনা করার আশ্বাস দেন। কমিশনের সংলাপে অংশ নেন সুশীল সমাজের প্রতিনিধিরা। সংলাপে তারা নির্বাচন কমিশনকে বিভিন্ন পরামর্শ দেন। প্রধান নির্বাচন কমিশনার কাজী হাবিবুল আউয়াল সবার মতামত গুরুত্বের সঙ্গে বিবেচনা করার আশ্বাস দেন। কমিশনের সংলাপে অংশ নেন সুশীল সমাজের প্রতিনিধিরা। সংলাপে তারা নির্বাচন কমিশনকে বিভিন্ন পরামর্শ দেন। প্রধান নির্বাচন কমিশনার কাজী হাবিবুল আউয়াল সবার মতামত গুরুত্বের সঙ্গে বিবেচনা করার আশ্বাস দেন।: [362, 1251, 652, 1492]
article-headline: এক বছরে সন্দেহজনক: [741, 832, 857, 848]
byline: স্টাফ রিপোর্টার, ঢাকা অফিস :: [8, 134, 92, 143]
body-text: সাহিত্যিক ও সংস্কৃতিকর্মীদের এক সভায় মুক্তিযুদ্ধের চেতনা তুলে ধরা হয়। ১৯৭১ সালের এই দিনে সারা দেশে অসহযোগ আন্দোলন চলছিল। বঙ্গবন্ধুর নির্দেশে দেশের প্রশাসন পরিচালিত হচ্ছিল।: [492, 202, 652, 237]
body-text: শেখ হাসিনা বলেন, বিএনপির আসলে তেমন কেউ নেই, তারা এটা-সেটা উল্টোপাল্টা বলেই যাচ্ছে, বলেই যাবে। কিন্তু আমার কথা হচ্ছে জনগণ যাতে ভালো করে বাঁচতে পারে। বিএনপি ক্ষমতায় গেলে প্রধানমন্ত্রী কে হবেন : প্রশ্ন শেখ হাসিনার : নেতৃত্ব সংকটের কারণেই বিএনপি রাষ্ট্রপতির ডাকা সংলাপে যায়নি বলে মন্তব্য করেছেন প্রধানমন্ত্রী। গতকাল মঙ্গলবার সকালে গণভবনে ১৪ দলের সঙ্গে বৈঠকে এ কথা বলেন আওয়ামী লীগ সভানেত্রী ও প্রধানমন্ত্রী। শেখ হাসিনা বলেন, বিএনপির আসলে তেমন কেউ নেই, তারা এটা-সেটা উল্টোপাল্টা বলেই যাচ্ছে, বলেই যাবে। কিন্তু আমার কথা হচ্ছে জনগণ যাতে ভালো করে বাঁচতে পারে। বিএনপি ক্ষমতায় গেলে প্রধানমন্ত্রী কে হবেন : প্রশ্ন শেখ হাসিনার : নেতৃত্ব সংকটের কারণেই বিএনপি রাষ্ট্রপতির ডাকা সংলাপে যায়নি বলে মন্তব্য করেছেন প্রধানমন্ত্রী। গতকাল মঙ্গলবার সকালে গণভবনে ১৪ দলের সঙ্গে বৈঠকে এ কথা বলেন আওয়ামী লীগ সভানেত্রী ও প্রধানমন্ত্রী। শেখ হাসিনা বলেন, বিএনপির আসলে তেমন কেউ নেই, তারা এটা-সেটা উল্টোপাল্টা বলেই যাচ্ছে, বলেই যাবে। কিন্তু আমার কথা হচ্ছে জনগণ যাতে ভালো করে বাঁচতে পারে। বিএনপি ক্ষমতায় গেলে প্রধানমন্ত্রী কে হবেন : প্রশ্ন শেখ হাসিনার : নেতৃত্ব সংকটের কারণেই বিএনপি রাষ্ট্রপতির ডাকা সংলাপে যায়নি বলে মন্তব্য করেছেন প্রধানমন্ত্রী। গতকাল মঙ্গলবার সকালে গণভবনে ১৪ দলের সঙ্গে বৈঠকে এ কথা বলেন আওয়ামী লীগ সভানেত্রী ও প্রধানমন্ত্রী। শেখ হাসিনা বলেন, বিএনপির আসলে তেমন কেউ নেই, তারা এটা-সেটা উল্টোপাল্টা বলেই যাচ্ছে, বলেই যাবে। কিন্তু আমার কথা হচ্ছে জনগণ যাতে ভালো করে বাঁচতে পারে। বিএনপি ক্ষমতায় গেলে প্রধানমন্ত্রী কে হবেন : প্রশ্ন শেখ হাসিনার : নেতৃত্ব সংকটের কারণেই বিএনপি রাষ্ট্রপতির ডাকা সংলাপে যায়নি বলে মন্তব্য করেছেন প্রধানমন্ত্রী। গতকাল মঙ্গলবার সকালে গণভবনে ১৪ দলের সঙ্গে বৈঠকে এ কথা বলেন আওয়ামী লীগ সভানেত্রী ও প্রধানমন্ত্রী। শেখ হাসিনা বলেন, বিএনপির আসলে তেমন কেউ নেই, তারা এটা-সেটা উল্টোপাল্টা বলেই যাচ্ছে, বলেই যাবে। কিন্তু আমার কথা হচ্ছে জনগণ যাতে ভালো করে বাঁচতে পারে। বিএনপি ক্ষমতায় গেলে প্রধানমন্ত্রী কে হবেন : প্রশ্ন শেখ হাসিনার : নেতৃত্ব সংকটের কারণেই বিএনপি রাষ্ট্রপতির ডাকা সংলাপে যায়নি বলে মন্তব্য করেছেন প্রধানমন্ত্রী। গতকাল মঙ্গলবার সকালে গণভবনে ১৪ দলের সঙ্গে বৈঠকে এ কথা বলেন আওয়ামী লীগ সভানেত্রী ও প্রধানমন্ত্রী। শেখ হাসিনা বলেন, বিএনপির আসলে তেমন কেউ নেই, তারা এটা-সেটা উল্টোপাল্টা বলেই যাচ্ছে, বলেই যাবে। কিন্তু আমার কথা হচ্ছে জনগণ যাতে ভালো করে বাঁচতে পারে। বিএনপি ক্ষমতায় গেলে প্রধানমন্ত্রী কে হবেন : প্রশ্ন শেখ হাসিনার : নেতৃত্ব সংকটের কারণেই বিএনপি রাষ্ট্রপতির ডাকা সংলাপে যায়নি বলে মন্তব্য করেছেন প্রধানমন্ত্রী। গতকাল মঙ্গলবার সকালে গণভবনে ১৪ দলের সঙ্গে বৈঠকে এ কথা বলেন আওয়ামী লীগ সভানেত্রী ও প্রধানমন্ত্রী। শেখ হাসিনা বলেন, বিএনপির আসলে তেমন কেউ নেই, তারা এটা-সেটা উল্টোপাল্টা বলেই যাচ্ছে, বলেই যাবে। কিন্তু আমার কথা হচ্ছে জনগণ যাতে ভালো করে বাঁচতে পারে। বিএনপি ক্ষমতায় গেলে প্রধানমন্ত্রী কে হবেন : প্রশ্ন শেখ হাসিনার : নেতৃত্ব সংকটের কারণেই বিএনপি রাষ্ট্রপতির ডাকা সংলাপে যায়নি বলে মন্তব্য করেছেন প্রধানমন্ত্রী। গতকাল মঙ্গলবার সকালে গণভবনে ১৪ দলের সঙ্গে বৈঠকে এ কথা বলেন আওয়ামী লীগ সভানেত্রী ও প্রধানমন্ত্রী। শেখ হাসিনা বলেন, বিএনপির আসলে তেমন কেউ নেই, তারা এটা-সেটা উল্টোপাল্টা বলেই যাচ্ছে, বলেই যাবে। কিন্তু আমার কথা হচ্ছে জনগণ যাতে ভালো করে বাঁচতে পারে। বিএনপি ক্ষমতায় গেলে প্রধানমন্ত্রী কে হবেন : প্রশ্ন শেখ হাসিনার : নেতৃত্ব সংকটের কারণেই বিএনপি রাষ্ট্রপতির ডাকা সংলাপে যায়নি বলে মন্তব্য করেছেন প্রধানমন্ত্রী। গতকাল মঙ্গলবার সকালে গণভবনে ১৪ দলের সঙ্গে বৈঠকে এ কথা বলেন আওয়ামী লীগ সভানেত্রী ও প্রধানমন্ত্রী। শেখ হাসিনা বলেন, বিএনপির আসলে তেমন কেউ নেই, তারা এটা-সেটা উল্টোপাল্টা বলেই যাচ্ছে, বলেই যাবে। কিন্তু আমার কথা হচ্ছে জনগণ যাতে ভালো করে বাঁচতে পারে। বিএনপি ক্ষমতায় গেলে প্রধানমন্ত্রী কে হবেন : প্রশ্ন শেখ হাসিনার : নেতৃত্ব সংকটের কারণেই বিএনপি রাষ্ট্রপতির ডাকা সংলাপে যায়নি বলে মন্তব্য করেছেন প্রধানমন্ত্রী। গতকাল মঙ্গলবার সকালে গণভবনে ১৪ দলের সঙ্গে বৈঠকে এ কথা বলেন আওয়ামী লীগ সভানেত্রী ও প্রধানমন্ত্রী। শেখ হাসিনা বলেন, বিএনপির আসলে তেমন কেউ নেই, তারা এটা-সেটা উল্টোপাল্টা বলেই যাচ্ছে, বলেই যাবে। কিন্তু আমার কথা হচ্ছে জনগণ যাতে ভালো করে বাঁচতে পারে। বিএনপি ক্ষমতায় গেলে প্রধানমন্ত্রী কে হবেন : প্রশ্ন শেখ হাসিনার : নেতৃত্ব সংকটের কারণেই বিএনপি রাষ্ট্রপতির ডাকা সংলাপে যায়নি বলে মন্তব্য করেছেন প্রধানমন্ত্রী। গতকাল মঙ্গলবার সকালে গণভবনে ১৪ দলের সঙ্গে বৈঠকে এ কথা বলেন আওয়ামী লীগ সভানেত্রী ও প্রধানমন্ত্রী।: [660, 445, 938, 823]
article-headline: অপেক্ষা ফুরালো চিনলো: [382, 332, 466, 363]
byline: স্টাফ রিপোর্টার, ঢাকা অফিস :: [362, 151, 449, 160]
article-headline: রোহিঙ্গাদের ফেরাতে: [528, 97, 616, 110]
article: [492, 174, 652, 242]
article-body: [362, 152, 486, 229]
continued-label: (প্রথম পাতার পর): [98, 1293, 150, 1302]
byline: স্টাফ রিপোর্টার, ঢাকা অফিস :: [246, 592, 356, 601]
column-rule: [243, 94, 244, 1512]
article: [362, 96, 486, 234]
article: [246, 96, 356, 535]
body-text: এরারবাস সুত্র এবং বিমানটিতে থাকা যাত্রীদের সঙ্গে কথা বলে জানা যায়, গতকাল মঙ্গলবার ইউএস বাংলা এয়ারলাইন্সের একটি ফ্লাইট যাত্রী নিয়ে উড্ডয়নের পর যান্ত্রিক ত্রুটি দেখা দেয়। পরে পাইলট বিমানটি নিরাপদে অবতরণ করান। বিমানটি প্রায় সাড়ে তিন ঘন্টা আকাশে চক্কর দিয়ে জ্বালানি কমিয়ে শাহ আমানত আন্তর্জাতিক বিমানবন্দরে অবতরণ করে। যাত্রীরা সবাই নিরাপদ রয়েছেন বলে জানিয়েছে কর্তৃপক্ষ। এরারবাস সুত্র এবং বিমানটিতে থাকা যাত্রীদের সঙ্গে কথা বলে জানা যায়, গতকাল মঙ্গলবার ইউএস বাংলা এয়ারলাইন্সের একটি ফ্লাইট যাত্রী নিয়ে উড্ডয়নের পর যান্ত্রিক ত্রুটি দেখা দেয়। পরে পাইলট বিমানটি নিরাপদে অবতরণ করান। বিমানটি প্রায় সাড়ে তিন ঘন্টা আকাশে চক্কর দিয়ে জ্বালানি কমিয়ে শাহ আমানত আন্তর্জাতিক বিমানবন্দরে অবতরণ করে। যাত্রীরা সবাই নিরাপদ রয়েছেন বলে জানিয়েছে কর্তৃপক্ষ। এরারবাস সুত্র এবং বিমানটিতে থাকা যাত্রীদের সঙ্গে কথা বলে জানা যায়, গতকাল মঙ্গলবার ইউএস বাংলা এয়ারলাইন্সের একটি ফ্লাইট যাত্রী নিয়ে উড্ডয়নের পর যান্ত্রিক ত্রুটি দেখা দেয়। পরে পাইলট বিমানটি নিরাপদে অবতরণ করান। বিমানটি প্রায় সাড়ে তিন ঘন্টা আকাশে চক্কর দিয়ে জ্বালানি কমিয়ে শাহ আমানত আন্তর্জাতিক বিমানবন্দরে অবতরণ করে। যাত্রীরা সবাই নিরাপদ রয়েছেন বলে জানিয়েছে কর্তৃপক্ষ। এরারবাস সুত্র এবং বিমানটিতে থাকা যাত্রীদের সঙ্গে কথা বলে জানা যায়, গতকাল মঙ্গলবার ইউএস বাংলা এয়ারলাইন্সের একটি ফ্লাইট যাত্রী নিয়ে উড্ডয়নের পর যান্ত্রিক ত্রুটি দেখা দেয়। পরে পাইলট বিমানটি নিরাপদে অবতরণ করান। বিমানটি প্রায় সাড়ে তিন ঘন্টা আকাশে চক্কর দিয়ে জ্বালানি কমিয়ে শাহ আমানত আন্তর্জাতিক বিমানবন্দরে অবতরণ করে। যাত্রীরা সবাই নিরাপদ রয়েছেন বলে জানিয়েছে কর্তৃপক্ষ। এরারবাস সুত্র এবং বিমানটিতে থাকা যাত্রীদের সঙ্গে কথা বলে জানা যায়, গতকাল মঙ্গলবার ইউএস বাংলা এয়ারলাইন্সের একটি ফ্লাইট যাত্রী নিয়ে উড্ডয়নের পর যান্ত্রিক ত্রুটি দেখা দেয়। পরে পাইলট বিমানটি নিরাপদে অবতরণ করান। বিমানটি প্রায় সাড়ে তিন ঘন্টা আকাশে চক্কর দিয়ে জ্বালানি কমিয়ে শাহ আমানত আন্তর্জাতিক বিমানবন্দরে অবতরণ করে। যাত্রীরা সবাই নিরাপদ রয়েছেন বলে জানিয়েছে কর্তৃপক্ষ।: [8, 1061, 241, 1268]
continued-label: (প্রথম পাতার পর): [546, 111, 598, 120]
body-text: ভোজ্য তেলসহ নিত্যপণ্যের বাজার নিয়ন্ত্রণে সরকারের নেওয়া পদক্ষেপ জানতে চেয়েছেন হাইকোর্ট। একইসঙ্গে বাজার নিয়ন্ত্রণে কী পদক্ষেপ নেওয়া হয়েছে তা জানানোর নির্দেশ দেওয়া হয়েছে। একই সঙ্গে সিন্ডিকেটের সঙ্গে জড়িতদের বিরুদ্ধে ব্যবস্থা নিতে বলেছেন আদালত। এ সংক্রান্ত রিটের শুনানি নিয়ে গতকাল মঙ্গলবার হাইকোর্টের বিচারপতি ও বিচারপতি এস এম মনিরুজ্জামানের সমন্বয়ে গঠিত বেঞ্চ এই আদেশ দেন। ভোজ্য তেলসহ নিত্যপণ্যের বাজার নিয়ন্ত্রণে সরকারের নেওয়া পদক্ষেপ জানতে চেয়েছেন হাইকোর্ট। একইসঙ্গে বাজার নিয়ন্ত্রণে কী পদক্ষেপ নেওয়া হয়েছে তা জানানোর নির্দেশ দেওয়া হয়েছে। একই সঙ্গে সিন্ডিকেটের সঙ্গে জড়িতদের বিরুদ্ধে ব্যবস্থা নিতে বলেছেন আদালত। এ সংক্রান্ত রিটের শুনানি নিয়ে গতকাল মঙ্গলবার হাইকোর্টের বিচারপতি ও বিচারপতি এস এম মনিরুজ্জামানের সমন্বয়ে গঠিত বেঞ্চ এই আদেশ দেন। ভোজ্য তেলসহ নিত্যপণ্যের বাজার নিয়ন্ত্রণে সরকারের নেওয়া পদক্ষেপ জানতে চেয়েছেন হাইকোর্ট। একইসঙ্গে বাজার নিয়ন্ত্রণে কী পদক্ষেপ নেওয়া হয়েছে তা জানানোর নির্দেশ দেওয়া হয়েছে। একই সঙ্গে সিন্ডিকেটের সঙ্গে জড়িতদের বিরুদ্ধে ব্যবস্থা নিতে বলেছেন আদালত। এ সংক্রান্ত রিটের শুনানি নিয়ে গতকাল মঙ্গলবার হাইকোর্টের বিচারপতি ও বিচারপতি এস এম মনিরুজ্জামানের সমন্বয়ে গঠিত বেঞ্চ এই আদেশ দেন। ভোজ্য তেলসহ নিত্যপণ্যের বাজার নিয়ন্ত্রণে সরকারের নেওয়া পদক্ষেপ জানতে চেয়েছেন হাইকোর্ট। একইসঙ্গে বাজার নিয়ন্ত্রণে কী পদক্ষেপ নেওয়া হয়েছে তা জানানোর নির্দেশ দেওয়া হয়েছে। একই সঙ্গে সিন্ডিকেটের সঙ্গে জড়িতদের বিরুদ্ধে ব্যবস্থা নিতে বলেছেন আদালত। এ সংক্রান্ত রিটের শুনানি নিয়ে গতকাল মঙ্গলবার হাইকোর্টের বিচারপতি ও বিচারপতি এস এম মনিরুজ্জামানের সমন্বয়ে গঠিত বেঞ্চ এই আদেশ দেন। ভোজ্য তেলসহ নিত্যপণ্যের বাজার নিয়ন্ত্রণে সরকারের নেওয়া পদক্ষেপ জানতে চেয়েছেন হাইকোর্ট। একইসঙ্গে বাজার নিয়ন্ত্রণে কী পদক্ষেপ নেওয়া হয়েছে তা জানানোর নির্দেশ দেওয়া হয়েছে। একই সঙ্গে সিন্ডিকেটের সঙ্গে জড়িতদের বিরুদ্ধে ব্যবস্থা নিতে বলেছেন আদালত। এ সংক্রান্ত রিটের শুনানি নিয়ে গতকাল মঙ্গলবার হাইকোর্টের বিচারপতি ও বিচারপতি এস এম মনিরুজ্জামানের সমন্বয়ে গঠিত বেঞ্চ এই আদেশ দেন।: [8, 134, 240, 349]
article-body: [8, 1062, 240, 1268]
byline: ময়মনসিংহ প্রতিনিধি :: [8, 887, 68, 896]
article-body: [246, 592, 356, 841]
continued-label: (প্রথম পাতার পর): [98, 1050, 150, 1059]
body-text: গণফোরামের একাংশের সভাপতি মোস্তফা মহসীন মন্টু বলেছেন, বর্তমান সরকারের অধীনে কোনো নির্বাচন কমিশনই নিরপেক্ষ নির্বাচন করতে পারবে না। আওয়ামী লীগের অধীনে নিরপেক্ষ নির্বাচন হবে না, তাই নির্দলীয় নিরপেক্ষ সরকারের অধীনে নির্বাচন দিতে হবে। গণফোরামের একাংশের সভাপতি মোস্তফা মহসীন মন্টু বলেছেন, বর্তমান সরকারের অধীনে কোনো নির্বাচন কমিশনই নিরপেক্ষ নির্বাচন করতে পারবে না। আওয়ামী লীগের অধীনে নিরপেক্ষ নির্বাচন হবে না, তাই নির্দলীয় নিরপেক্ষ সরকারের অধীনে নির্বাচন দিতে হবে। গণফোরামের একাংশের সভাপতি মোস্তফা মহসীন মন্টু বলেছেন, বর্তমান সরকারের অধীনে কোনো নির্বাচন কমিশনই নিরপেক্ষ নির্বাচন করতে পারবে না। আওয়ামী লীগের অধীনে নিরপেক্ষ নির্বাচন হবে না, তাই নির্দলীয় নিরপেক্ষ সরকারের অধীনে নির্বাচন দিতে হবে। গণফোরামের একাংশের সভাপতি মোস্তফা মহসীন মন্টু বলেছেন, বর্তমান সরকারের অধীনে কোনো নির্বাচন কমিশনই নিরপেক্ষ নির্বাচন করতে পারবে না। আওয়ামী লীগের অধীনে নিরপেক্ষ নির্বাচন হবে না, তাই নির্দলীয় নিরপেক্ষ সরকারের অধীনে নির্বাচন দিতে হবে।: [246, 600, 356, 841]
column-rule: [359, 94, 360, 1512]
article: [660, 1284, 938, 1507]
article: [362, 928, 652, 1220]
article-headline: হাদিসুর চির নিদ্রায় দাদা: [446, 929, 568, 944]
article-headline: ঢাকায় পৌঁছেছেন: [257, 1259, 345, 1275]
article-body: [362, 281, 486, 324]
body-text: কেউ প্রবীণ পিঁপড়া সাজিল আগ্রহে অপেক্ষায় ছিলেন স্বজনরা। দীর্ঘ অপেক্ষার পর প্রিয় মানুষকে কাছে পেয়ে আনন্দে কেঁদে ফেলেন অনেকে। বিমানবন্দরে এক আবেগঘন পরিবেশের সৃষ্টি হয়।: [362, 375, 486, 419]
byline: ফেনী প্রতিনিধি :: [246, 134, 301, 143]
article: [8, 357, 240, 635]
article-body: [8, 407, 240, 630]
article-body: [660, 445, 938, 823]
article: [492, 96, 652, 171]
article-body: [660, 1313, 938, 1502]
article-headline: খোন্দকার দেলোয়ার ও মওদুদের মৃত্যুবার্ষিকী আজ: [365, 97, 483, 150]
page-header: [8, 61, 937, 89]
article-body: [246, 1096, 356, 1251]
body-text: সহ-সভাপতি ও সাবেক মন্ত্রী আ স ম আব্দুর রব বলেন, ১৯৭১ সালের ২ মার্চ ঢাকা বিশ্ববিদ্যালয়ের বটতলায় জাতীয় পতাকা উত্তোলন করা হয়েছিল। সেই দিনটি স্মরণে আলোচনা সভার আয়োজন করা হয়। সহ-সভাপতি ও সাবেক মন্ত্রী আ স ম আব্দুর রব বলেন, ১৯৭১ সালের ২ মার্চ ঢাকা বিশ্ববিদ্যালয়ের বটতলায় জাতীয় পতাকা উত্তোলন করা হয়েছিল। সেই দিনটি স্মরণে আলোচনা সভার আয়োজন করা হয়। সহ-সভাপতি ও সাবেক মন্ত্রী আ স ম আব্দুর রব বলেন, ১৯৭১ সালের ২ মার্চ ঢাকা বিশ্ববিদ্যালয়ের বটতলায় জাতীয় পতাকা উত্তোলন করা হয়েছিল। সেই দিনটি স্মরণে আলোচনা সভার আয়োজন করা হয়। সহ-সভাপতি ও সাবেক মন্ত্রী আ স ম আব্দুর রব বলেন, ১৯৭১ সালের ২ মার্চ ঢাকা বিশ্ববিদ্যালয়ের বটতলায় জাতীয় পতাকা উত্তোলন করা হয়েছিল। সেই দিনটি স্মরণে আলোচনা সভার আয়োজন করা হয়।: [246, 878, 356, 1059]
continued-label: (প্রথম পাতার পর): [546, 191, 598, 200]
article: [660, 417, 938, 829]
body-text: আজ বুধবার বিএনপির সাবেক মহাসচিব খোন্দকার দেলোয়ার হোসেনের ১১তম এবং স্থায়ী কমিটির সদস্য ও সাবেক প্রধানমন্ত্রী ব্যারিস্টার মওদুদ আহমদের প্রথম মৃত্যুবার্ষিকী। খোন্দকার দেলোয়ার হোসেন ২০১১ সালের ১৬ মার্চ মৃত্যুবরণ করেন। মওদুদ আহমদ ২০২১ সালের ১৬ মার্চ সিঙ্গাপুরে চিকিৎসাধীন অবস্থায় মারা যান। দিনটি উপলক্ষে বিএনপি বিভিন্ন কর্মসূচি গ্রহণ করেছে।: [362, 151, 486, 229]
article-body: [8, 135, 240, 350]
newspaper-logo: [847, 62, 937, 88]
continued-label: (প্রথম পাতার পর): [275, 1084, 327, 1093]
continued-label: (প্রথম পাতার পর): [398, 364, 450, 373]
article-headline: স্ত্রীকে হত্যার দায়ে ফাঁসির আদেশ: [248, 97, 354, 133]
article-body: [362, 1252, 652, 1493]
article: [8, 1276, 240, 1490]
logo-small: দৈনিক: [884, 61, 900, 69]
article-headline: যান্ত্রিক ত্রুটি নিয়ে সাড়ে ৩ ঘন্টা: [43, 1033, 205, 1049]
article-body: [660, 861, 938, 1024]
article: [8, 849, 240, 1030]
continued-label: (প্রথম পাতার পর): [773, 849, 825, 858]
article: [246, 538, 356, 847]
body-text: নিহত নাবিক হাদিসুর রহমানের মরদেহ গ্রামের বাড়িতে পৌঁছালে হৃদয়বিদারক দৃশ্যের অবতারণা হয়। জানাজা শেষে তাকে পারিবারিক কবরস্থানে দাদার কবরের পাশে দাফন করা হয়। হাজারো মানুষ জানাজায় অংশ নেন। নিহত নাবিক হাদিসুর রহমানের মরদেহ গ্রামের বাড়িতে পৌঁছালে হৃদয়বিদারক দৃশ্যের অবতারণা হয়। জানাজা শেষে তাকে পারিবারিক কবরস্থানে দাদার কবরের পাশে দাফন করা হয়। হাজারো মানুষ জানাজায় অংশ নেন। নিহত নাবিক হাদিসুর রহমানের মরদেহ গ্রামের বাড়িতে পৌঁছালে হৃদয়বিদারক দৃশ্যের অবতারণা হয়। জানাজা শেষে তাকে পারিবারিক কবরস্থানে দাদার কবরের পাশে দাফন করা হয়। হাজারো মানুষ জানাজায় অংশ নেন। নিহত নাবিক হাদিসুর রহমানের মরদেহ গ্রামের বাড়িতে পৌঁছালে হৃদয়বিদারক দৃশ্যের অবতারণা হয়। জানাজা শেষে তাকে পারিবারিক কবরস্থানে দাদার কবরের পাশে দাফন করা হয়। হাজারো মানুষ জানাজায় অংশ নেন। নিহত নাবিক হাদিসুর রহমানের মরদেহ গ্রামের বাড়িতে পৌঁছালে হৃদয়বিদারক দৃশ্যের অবতারণা হয়। জানাজা শেষে তাকে পারিবারিক কবরস্থানে দাদার কবরের পাশে দাফন করা হয়। হাজারো মানুষ জানাজায় অংশ নেন। নিহত নাবিক হাদিসুর রহমানের মরদেহ গ্রামের বাড়িতে পৌঁছালে হৃদয়বিদারক দৃশ্যের অবতারণা হয়। জানাজা শেষে তাকে পারিবারিক কবরস্থানে দাদার কবরের পাশে দাফন করা হয়। হাজারো মানুষ জানাজায় অংশ নেন। নিহত নাবিক হাদিসুর রহমানের মরদেহ গ্রামের বাড়িতে পৌঁছালে হৃদয়বিদারক দৃশ্যের অবতারণা হয়। জানাজা শেষে তাকে পারিবারিক কবরস্থানে দাদার কবরের পাশে দাফন করা হয়। হাজারো মানুষ জানাজায় অংশ নেন। নিহত নাবিক হাদিসুর রহমানের মরদেহ গ্রামের বাড়িতে পৌঁছালে হৃদয়বিদারক দৃশ্যের অবতারণা হয়। জানাজা শেষে তাকে পারিবারিক কবরস্থানে দাদার কবরের পাশে দাফন করা হয়। হাজারো মানুষ জানাজায় অংশ নেন। নিহত নাবিক হাদিসুর রহমানের মরদেহ গ্রামের বাড়িতে পৌঁছালে হৃদয়বিদারক দৃশ্যের অবতারণা হয়। জানাজা শেষে তাকে পারিবারিক কবরস্থানে দাদার কবরের পাশে দাফন করা হয়। হাজারো মানুষ জানাজায় অংশ নেন। নিহত নাবিক হাদিসুর রহমানের মরদেহ গ্রামের বাড়িতে পৌঁছালে হৃদয়বিদারক দৃশ্যের অবতারণা হয়। জানাজা শেষে তাকে পারিবারিক কবরস্থানে দাদার কবরের পাশে দাফন করা হয়। হাজারো মানুষ জানাজায় অংশ নেন। নিহত নাবিক হাদিসুর রহমানের মরদেহ গ্রামের বাড়িতে পৌঁছালে হৃদয়বিদারক দৃশ্যের অবতারণা হয়। জানাজা শেষে তাকে পারিবারিক কবরস্থানে দাদার কবরের পাশে দাফন করা হয়। হাজারো মানুষ জানাজায় অংশ নেন। নিহত নাবিক হাদিসুর রহমানের মরদেহ গ্রামের বাড়িতে পৌঁছালে হৃদয়বিদারক দৃশ্যের অবতারণা হয়। জানাজা শেষে তাকে পারিবারিক কবরস্থানে দাদার কবরের পাশে দাফন করা হয়। হাজারো মানুষ জানাজায় অংশ নেন। নিহত নাবিক হাদিসুর রহমানের মরদেহ গ্রামের বাড়িতে পৌঁছালে হৃদয়বিদারক দৃশ্যের অবতারণা হয়। জানাজা শেষে তাকে পারিবারিক কবরস্থানে দাদার কবরের পাশে দাফন করা হয়। হাজারো মানুষ জানাজায় অংশ নেন। নিহত নাবিক হাদিসুর রহমানের মরদেহ গ্রামের বাড়িতে পৌঁছালে হৃদয়বিদারক দৃশ্যের অবতারণা হয়। জানাজা শেষে তাকে পারিবারিক কবরস্থানে দাদার কবরের পাশে দাফন করা হয়। হাজারো মানুষ জানাজায় অংশ নেন। নিহত নাবিক হাদিসুর রহমানের মরদেহ গ্রামের বাড়িতে পৌঁছালে হৃদয়বিদারক দৃশ্যের অবতারণা হয়। জানাজা শেষে তাকে পারিবারিক কবরস্থানে দাদার কবরের পাশে দাফন করা হয়। হাজারো মানুষ জানাজায় অংশ নেন।: [362, 956, 652, 1215]
column: [362, 96, 486, 427]
logo-big: করতোয়া: [863, 68, 921, 89]
article-headline: ঢাকার উত্তরায় নিজ ঘরে: [373, 238, 475, 269]
continued-label: (প্রথম পাতার পর): [275, 1276, 327, 1285]
article: [246, 1067, 356, 1256]
article: [8, 1033, 240, 1273]
article-body: [362, 376, 486, 419]
